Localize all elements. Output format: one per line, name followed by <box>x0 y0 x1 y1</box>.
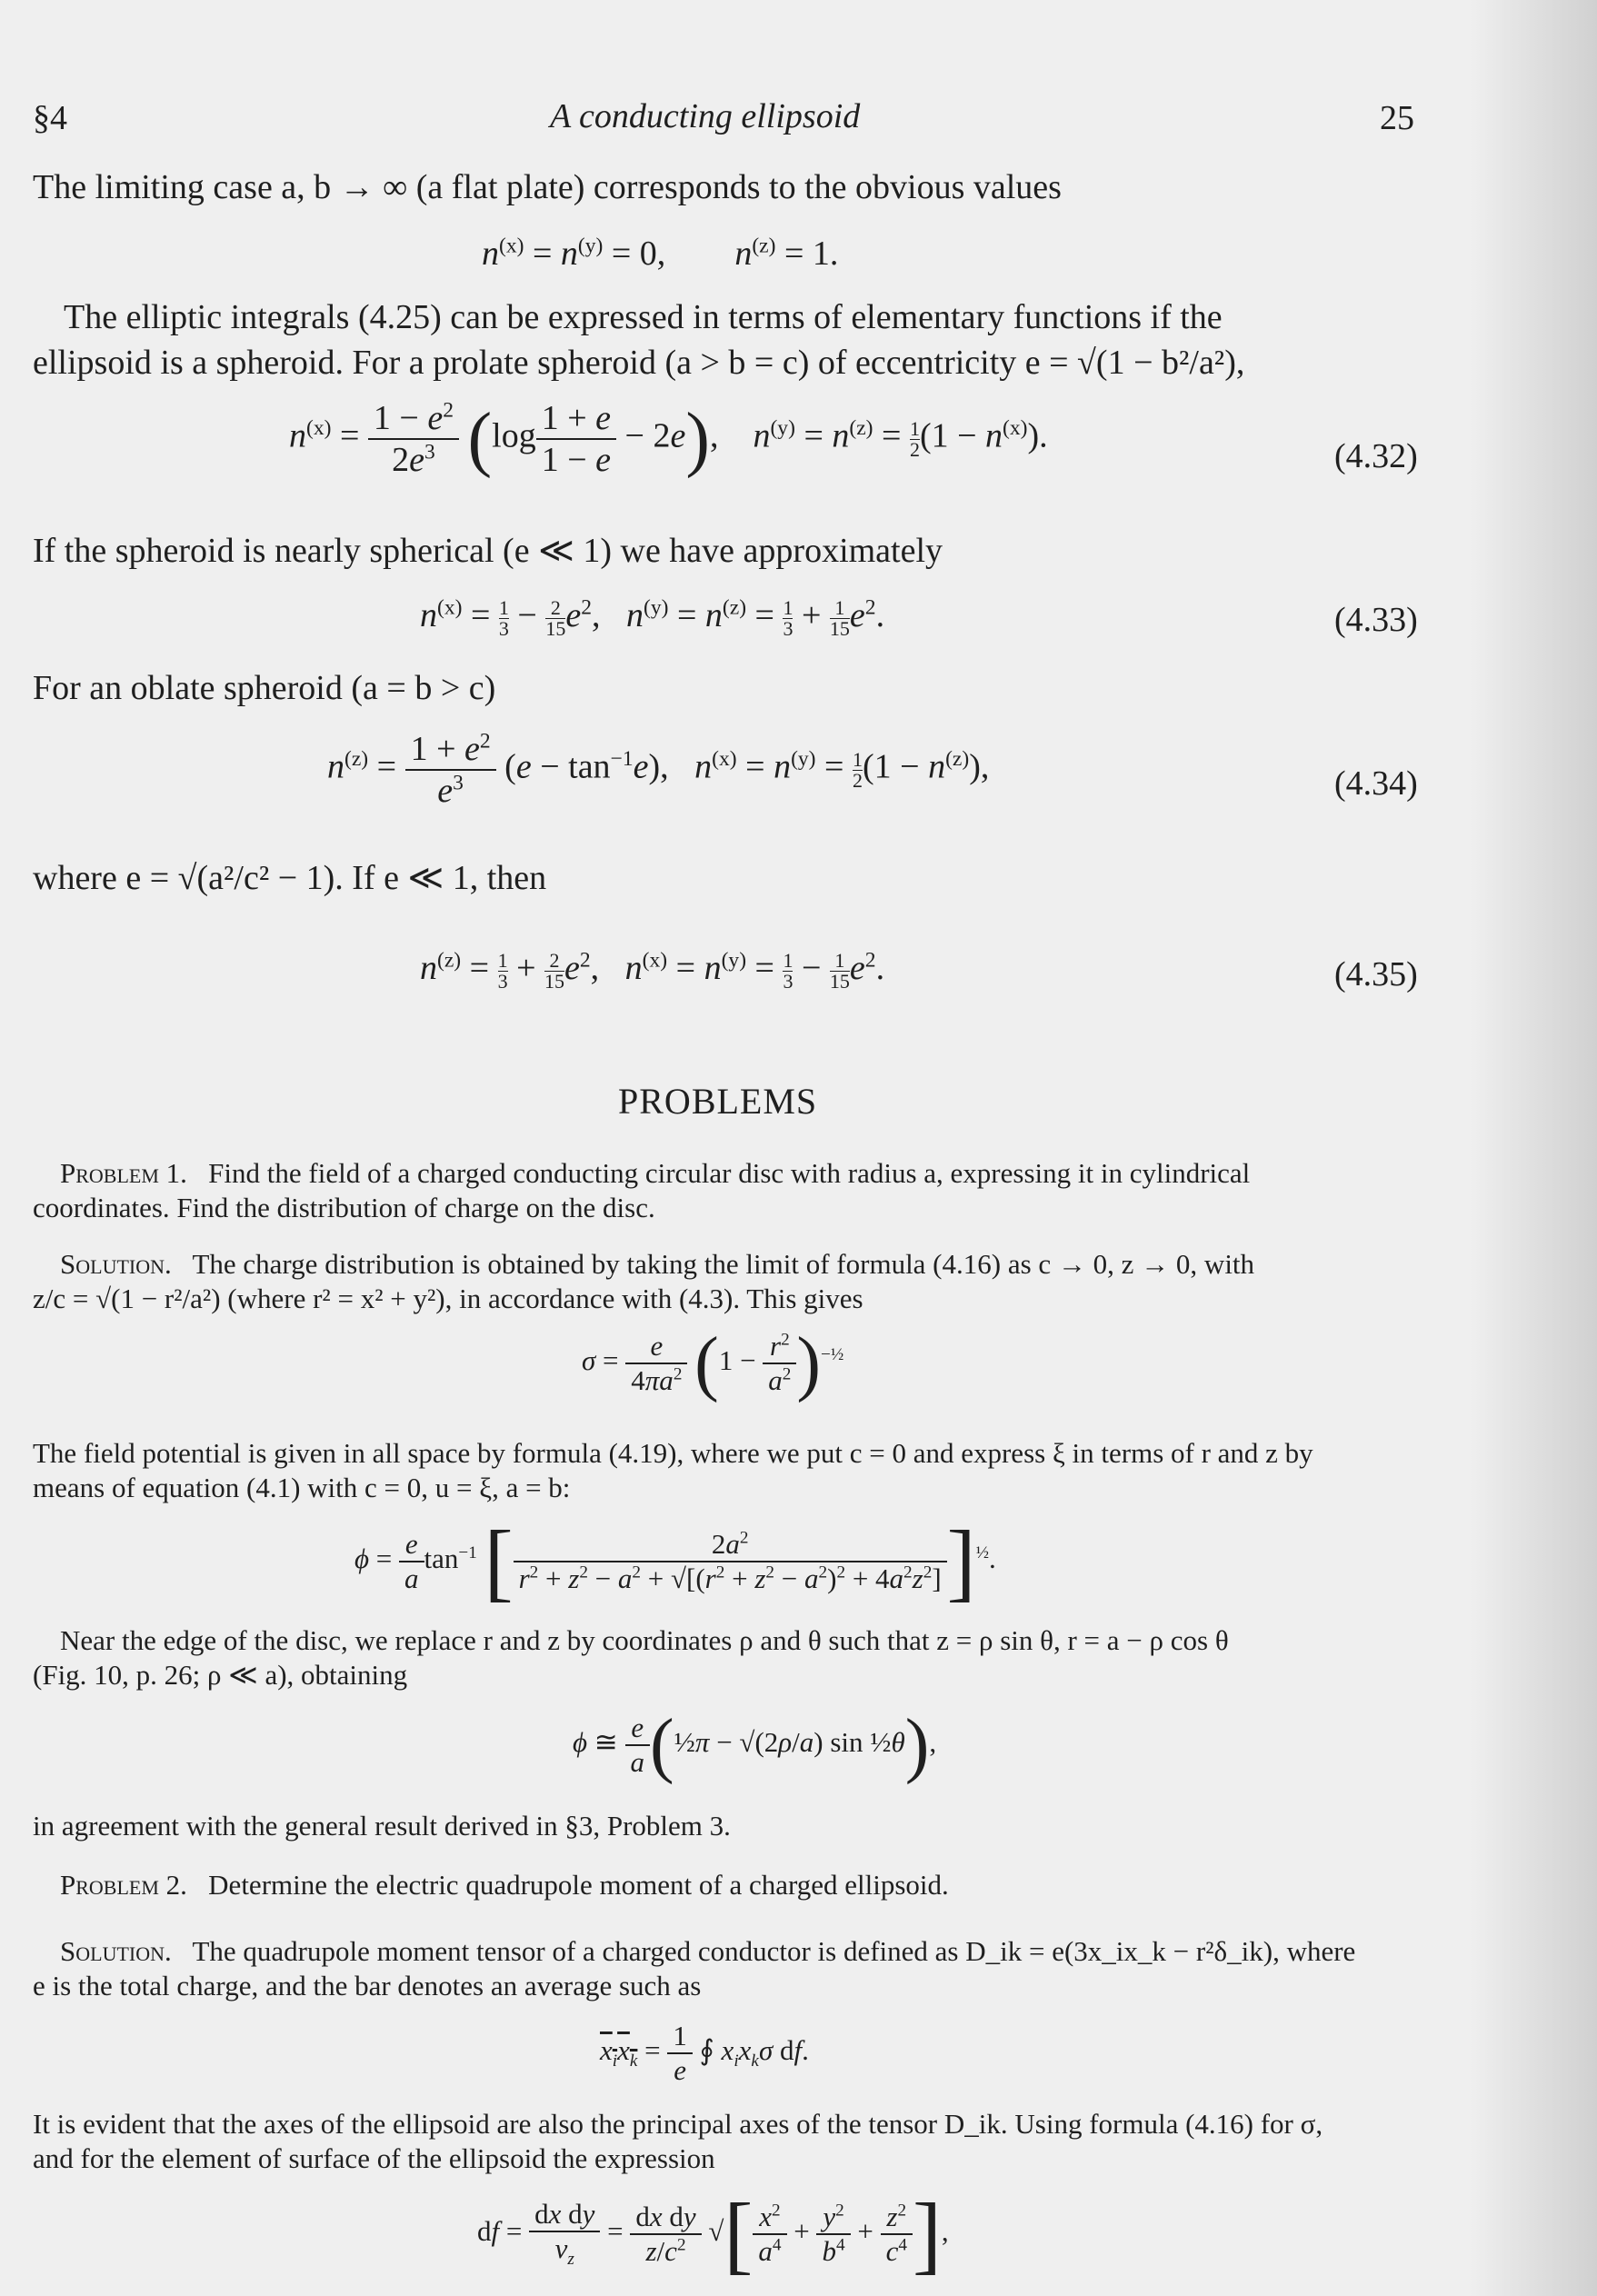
problem2-line <box>60 1868 949 1902</box>
paragraph-oblate: For an oblate spheroid (a = b > c) <box>33 669 496 707</box>
equation-number-4-32: (4.32) <box>1334 437 1418 475</box>
solution2-line1 <box>60 1934 1355 1969</box>
solution2-line3: It is evident that the axes of the ellipsoid are also the principal axes of the tensor D_ik. Using formula (4.16) for σ, <box>33 2108 1323 2140</box>
equation-number-4-33: (4.33) <box>1334 601 1418 639</box>
equation-average: $x_ix_k$ = $\frac{1}{e}$ ∮ $x_ix_k\sigma$ df. <box>600 2020 809 2086</box>
solution1-line2: z/c = √(1 − r²/a²) (where r² = x² + y²), in accordance with (4.3). This gives <box>33 1283 863 1314</box>
equation-4-32: $n^{(x)}$ = $\frac{1 - e^2}{2e^3}$ (log $\frac{1 + e}{1 - e}$ − 2e), $n^{(y)} = n^{(z)}$ = $\frac{1}{2}$ $(1 - n^{(x)})$. <box>289 398 1048 479</box>
page-number: 25 <box>1380 99 1414 137</box>
problems-heading: PROBLEMS <box>618 1081 818 1122</box>
solution2-line2: e is the total charge, and the bar denotes an average such as <box>33 1970 702 2002</box>
equation-4-34: $n^{(z)}$ = $\frac{1 + e^2}{e^3}$ $(e - \tan^{-1}e)$, $n^{(x)} = n^{(y)}$ = $\frac{1}{2}$ $(1 - n^{(z)})$, <box>327 729 990 810</box>
equation-phi-edge: ϕ ≅ $\frac{e}{a}$ (½π − √(2ρ/a) sin ½θ), <box>573 1705 937 1785</box>
equation-4-35: $n^{(z)}$ = $\frac{1}{3}$ + $\frac{2}{15}$ $e^2$, $n^{(x)} = n^{(y)}$ = $\frac{1}{3}$ − $\frac{1}{15}$ $e^2$. <box>420 948 885 993</box>
paragraph-elliptic-line2: ellipsoid is a spheroid. For a prolate spheroid (a > b = c) of eccentricity e = √(1 − b²/a²), <box>33 344 1245 382</box>
equation-phi-disc: ϕ = $\frac{e}{a}$ $\tan^{-1}$ [ $\frac{2a^2}{r^2 + z^2 - a^2 + √[(r^2 + z^2 - a^2)^2 + 4a^2z^2]}$ ]$^{\frac{1}{2}}$. <box>354 1512 996 1610</box>
problem1-text: Find the field of a charged conducting circular disc with radius a, expressing it in cylindrical <box>208 1157 1251 1189</box>
solution1-line7: in agreement with the general result derived in §3, Problem 3. <box>33 1810 731 1842</box>
paragraph-elliptic-line1: The elliptic integrals (4.25) can be expressed in terms of elementary functions if the <box>64 298 1223 336</box>
solution1-line6: (Fig. 10, p. 26; ρ ≪ a), obtaining <box>33 1659 408 1691</box>
equation-flat-plate: $n^{(x)} = n^{(y)} = 0$, $n^{(z)} = 1$. <box>482 234 839 273</box>
equation-number-4-35: (4.35) <box>1334 955 1418 993</box>
solution2-line4: and for the element of surface of the ellipsoid the expression <box>33 2142 715 2174</box>
equation-df: df = $\frac{\text{dx dy}}{\nu_z}$ = $\frac{\text{dx dy}}{z/c^2}$ √[ $\frac{x^2}{a^4}$ + $\frac{y^2}{b^4}$ + $\frac{z^2}{c^4}$ ], <box>477 2185 949 2282</box>
problem1-line2: coordinates. Find the distribution of charge on the disc. <box>33 1192 655 1223</box>
solution1-line1 <box>60 1247 1254 1282</box>
paragraph-flat-plate: The limiting case a, b → ∞ (a flat plate) corresponds to the obvious values <box>33 168 1062 206</box>
equation-sigma-disc: σ = $\frac{e}{4\pi a^2}$ (1 − $\frac{r^2}{a^2}$ )$^{-\frac{1}{2}}$ <box>582 1323 844 1403</box>
solution1-line5: Near the edge of the disc, we replace r and z by coordinates ρ and θ such that z = ρ sin θ, r = a − ρ cos θ <box>60 1624 1229 1656</box>
solution1-line3: The field potential is given in all space by formula (4.19), where we put c = 0 and express ξ in terms of r and z by <box>33 1437 1313 1469</box>
solution2-text: The quadrupole moment tensor of a charged conductor is defined as D_ik = e(3x_ix_k − r²δ_ik), where <box>192 1935 1356 1967</box>
problem2-text: Determine the electric quadrupole moment of a charged ellipsoid. <box>208 1869 949 1901</box>
solution2-label: Solution. <box>60 1935 172 1967</box>
solution1-text: The charge distribution is obtained by taking the limit of formula (4.16) as c → 0, z → 0, with <box>192 1248 1255 1280</box>
solution1-label: Solution. <box>60 1248 172 1280</box>
paragraph-where-e: where e = √(a²/c² − 1). If e ≪ 1, then <box>33 859 547 897</box>
equation-number-4-34: (4.34) <box>1334 764 1418 803</box>
running-title: A conducting ellipsoid <box>550 97 861 135</box>
problem1-line1 <box>60 1156 1250 1191</box>
equation-4-33: $n^{(x)}$ = $\frac{1}{3}$ − $\frac{2}{15}$ $e^2$, $n^{(y)} = n^{(z)}$ = $\frac{1}{3}$ + $\frac{1}{15}$ $e^2$. <box>420 595 885 640</box>
problem1-label: Problem 1. <box>60 1157 187 1189</box>
section-number: §4 <box>33 99 67 137</box>
solution1-line4: means of equation (4.1) with c = 0, u = ξ, a = b: <box>33 1472 571 1503</box>
page-edge-shadow <box>1470 0 1597 2296</box>
problem2-label: Problem 2. <box>60 1869 187 1901</box>
paragraph-nearly-spherical: If the spheroid is nearly spherical (e ≪ 1) we have approximately <box>33 532 943 570</box>
